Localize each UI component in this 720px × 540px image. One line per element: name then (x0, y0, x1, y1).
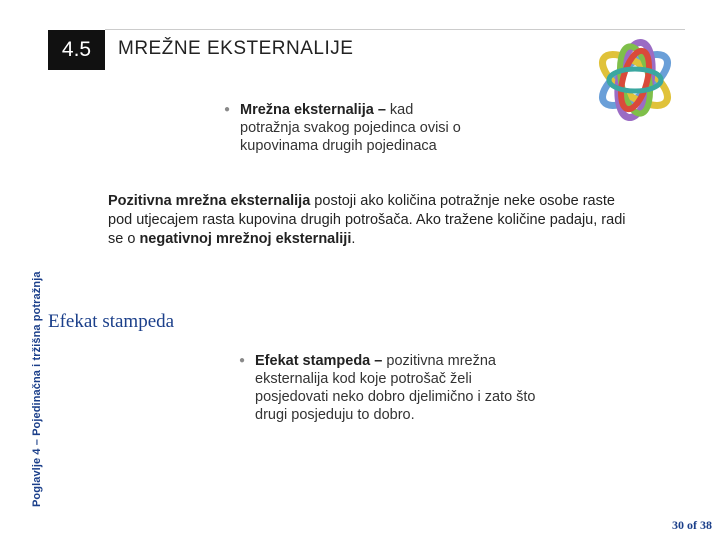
bullet-dot-icon: ● (239, 355, 246, 366)
bullet-dash: – (370, 353, 387, 369)
paragraph-text: postoji ako količina potražnje neke osobe raste pod utjecajem rasta kupovina drugih potrošača. Ako tražene količine padaju, radi se o (108, 193, 626, 247)
bullet-dot-icon: ● (224, 104, 231, 115)
section-number-badge (48, 30, 105, 70)
bullet-term: Efekat stampeda (255, 353, 371, 369)
bullet-network-externality (224, 101, 461, 155)
bullet-line: drugi posjeduju to dobro. (255, 407, 415, 423)
bold-term: negativnoj mrežnoj eksternaliji (139, 231, 352, 247)
bullet-bandwagon-effect (239, 352, 536, 424)
page-title: MREŽNE EKSTERNALIJE (118, 38, 354, 59)
bullet-line: potražnja svakog pojedinca ovisi o (240, 120, 461, 136)
page-number: 30 of 38 (672, 518, 712, 532)
bullet-term: Mrežna eksternalija (240, 102, 374, 118)
bullet-line: kupovinama drugih pojedinaca (240, 138, 437, 154)
subheading: Efekat stampeda (48, 311, 175, 332)
bullet-line: eksternalija kod koje potrošač želi (255, 371, 472, 387)
interlocking-rings-logo (580, 30, 690, 130)
chapter-side-label: Poglavlje 4 – Pojedinačna i tržišna potražnja (31, 271, 43, 507)
bold-term: Pozitivna mrežna eksternalija (108, 193, 311, 209)
paragraph-text: . (351, 231, 356, 247)
definition-paragraph (108, 192, 628, 249)
bullet-line: posjedovati neko dobro djelimično i zato što (255, 389, 536, 405)
bullet-line: kad (389, 102, 414, 118)
bullet-dash: – (373, 102, 390, 118)
section-number: 4.5 (61, 38, 92, 61)
bullet-line: pozitivna mrežna (386, 353, 496, 369)
